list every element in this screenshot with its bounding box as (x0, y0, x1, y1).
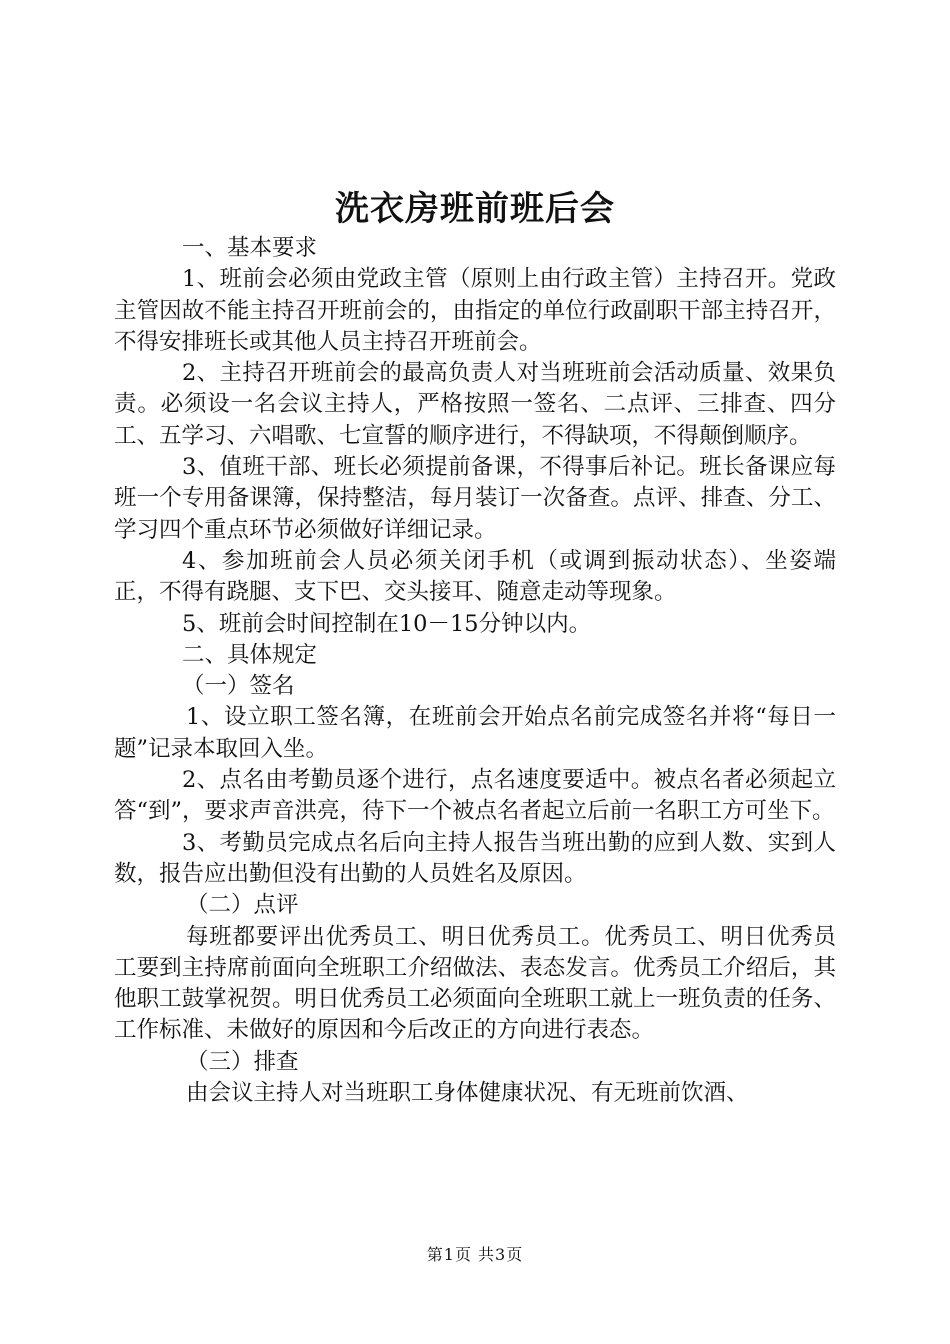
section-heading-specific-rules: 二、具体规定 (182, 641, 318, 668)
paragraph-sign-in-1: 1、设立职工签名簿，在班前会开始点名前完成签名并将“每日一题”记录本取回入坐。 (114, 704, 836, 762)
paragraph-requirement-2: 2、主持召开班前会的最高负责人对当班班前会活动质量、效果负责。必须设一名会议主持人，严格按照一签名、二点评、三排查、四分工、五学习、六唱歌、七宣誓的顺序进行，不得缺项，不得颠倒顺序。 (114, 360, 836, 449)
paragraph-requirement-3: 3、值班干部、班长必须提前备课，不得事后补记。班长备课应每班一个专用备课簿，保持整洁，每月装订一次备查。点评、排查、分工、学习四个重点环节必须做好详细记录。 (114, 454, 836, 543)
document-body (114, 233, 836, 1109)
paragraph-requirement-4: 4、参加班前会人员必须关闭手机（或调到振动状态）、坐姿端正，不得有跷腿、支下巴、交头接耳、随意走动等现象。 (114, 547, 836, 606)
subsection-heading-sign-in: （一）签名 (182, 673, 295, 700)
paragraph-review: 每班都要评出优秀员工、明日优秀员工。优秀员工、明日优秀员工要到主持席前面向全班职工介绍做法、表态发言。优秀员工介绍后，其他职工鼓掌祝贺。明日优秀员工必须面向全班职工就上一班负责的任务、工作标准、未做好的原因和今后改正的方向进行表态。 (114, 923, 836, 1044)
paragraph-requirement-1: 1、班前会必须由党政主管（原则上由行政主管）主持召开。党政主管因故不能主持召开班前会的，由指定的单位行政副职干部主持召开，不得安排班长或其他人员主持召开班前会。 (114, 266, 836, 355)
paragraph-sign-in-2: 2、点名由考勤员逐个进行，点名速度要适中。被点名者必须起立答“到”，要求声音洪亮，待下一个被点名者起立后前一名职工方可坐下。 (114, 767, 836, 825)
subsection-heading-check: （三）排查 (186, 1048, 299, 1075)
section-heading-basic-requirements: 一、基本要求 (182, 235, 318, 261)
paragraph-requirement-5: 5、班前会时间控制在10－15分钟以内。 (182, 610, 592, 637)
paragraph-check: 由会议主持人对当班职工身体健康状况、有无班前饮酒、 (186, 1080, 749, 1107)
document-title: 洗衣房班前班后会 (335, 189, 615, 229)
paragraph-sign-in-3: 3、考勤员完成点名后向主持人报告当班出勤的应到人数、实到人数，报告应出勤但没有出勤的人员姓名及原因。 (114, 829, 836, 887)
subsection-heading-review: （二）点评 (186, 892, 299, 919)
page-number-footer: 第1页 共3页 (426, 1245, 524, 1264)
